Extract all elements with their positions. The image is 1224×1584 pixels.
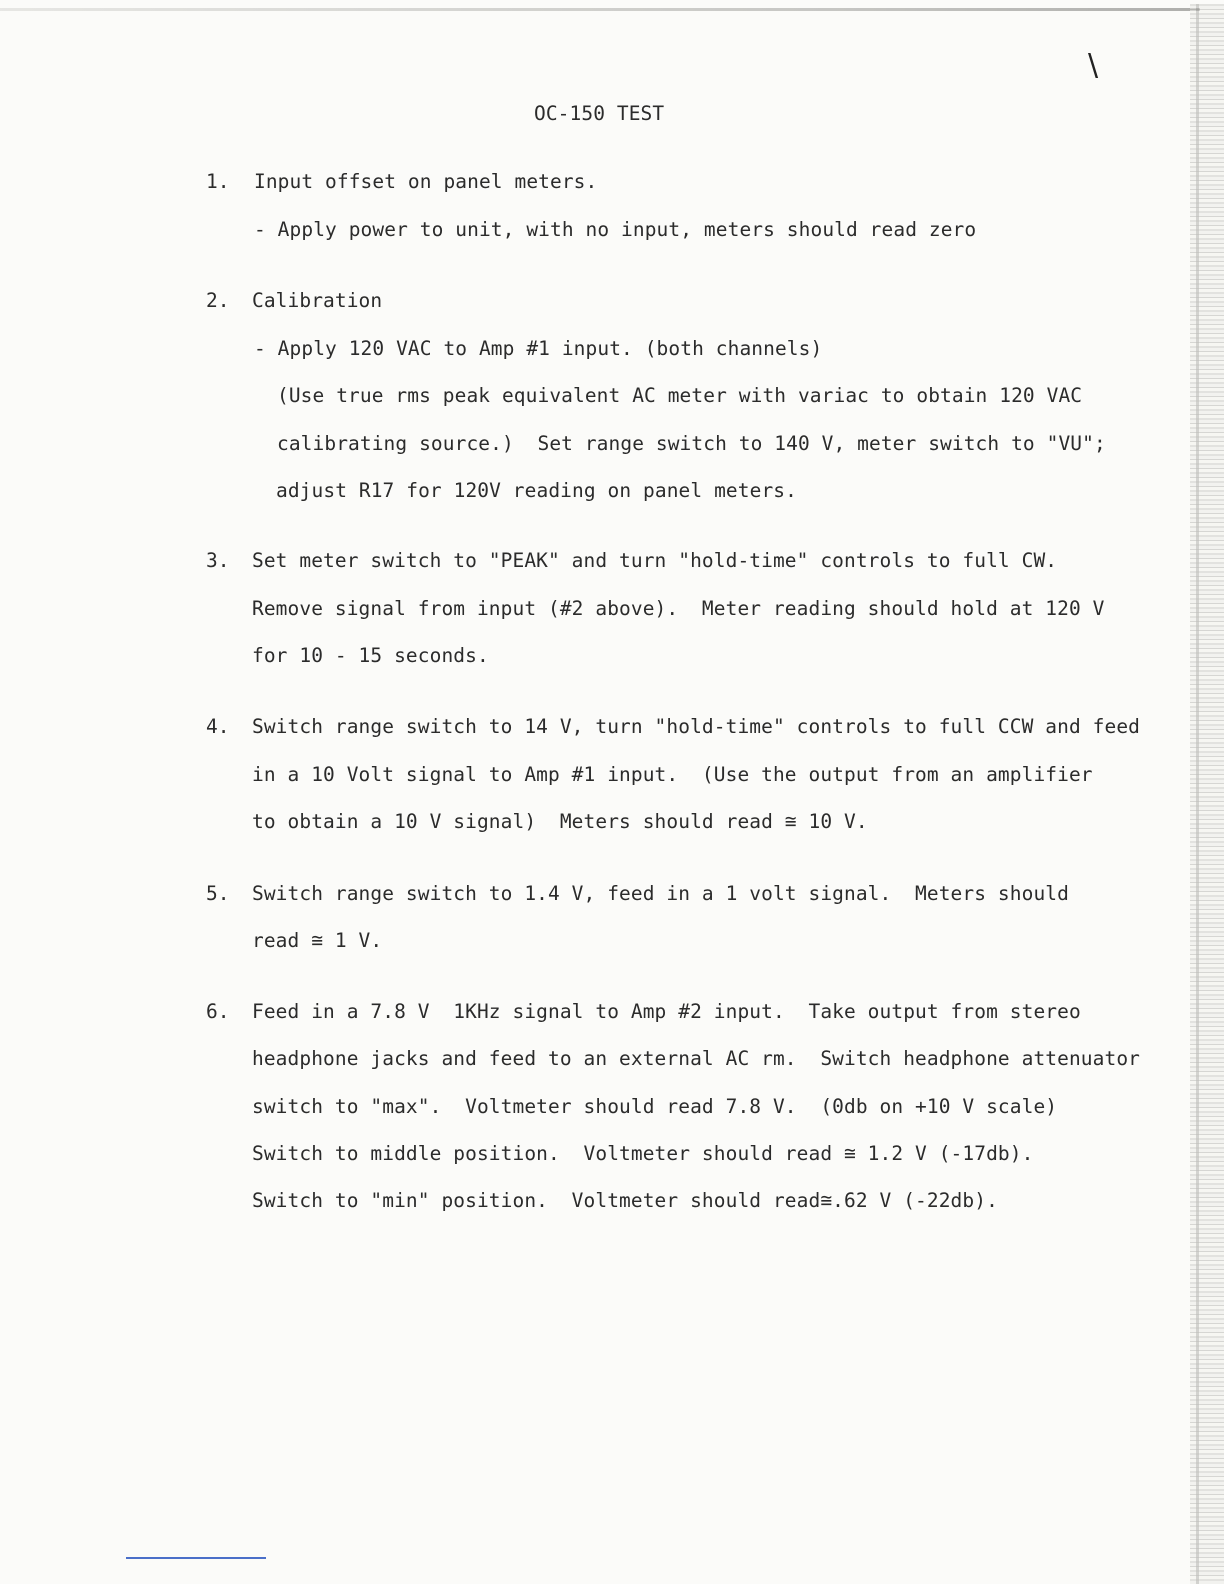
item-4-line-2: in a 10 Volt signal to Amp #1 input. (Use the output from an amplifier (252, 763, 1093, 786)
item-5-number: 5. (206, 882, 230, 905)
item-6-line-2: headphone jacks and feed to an external AC rm. Switch headphone attenuator (252, 1047, 1140, 1070)
item-4-number: 4. (206, 715, 230, 738)
item-2-line-2: - Apply 120 VAC to Amp #1 input. (both channels) (254, 337, 823, 360)
page-title: OC-150 TEST (534, 102, 665, 125)
scan-top-edge (0, 8, 1200, 11)
item-6-line-3: switch to "max". Voltmeter should read 7.8 V. (0db on +10 V scale) (252, 1095, 1058, 1118)
item-6-line-1: Feed in a 7.8 V 1KHz signal to Amp #2 input. Take output from stereo (252, 1000, 1081, 1023)
item-6-line-5: Switch to "min" position. Voltmeter should read≅.62 V (-22db). (252, 1189, 998, 1212)
item-6-number: 6. (206, 1000, 230, 1023)
item-2-number: 2. (206, 289, 230, 312)
item-4-line-1: Switch range switch to 14 V, turn "hold-time" controls to full CCW and feed (252, 715, 1140, 738)
item-6-line-4: Switch to middle position. Voltmeter should read ≅ 1.2 V (-17db). (252, 1142, 1034, 1165)
bottom-rule (126, 1557, 266, 1559)
item-2-line-5: adjust R17 for 120V reading on panel meters. (276, 479, 797, 502)
scan-right-edge (1190, 4, 1224, 1584)
item-5-line-1: Switch range switch to 1.4 V, feed in a 1 volt signal. Meters should (252, 882, 1069, 905)
item-3-line-2: Remove signal from input (#2 above). Meter reading should hold at 120 V (252, 597, 1105, 620)
page-mark: \ (1088, 48, 1099, 83)
item-2-line-3: (Use true rms peak equivalent AC meter with variac to obtain 120 VAC (277, 384, 1083, 407)
item-1-number: 1. (206, 170, 230, 193)
item-2-line-4: calibrating source.) Set range switch to 140 V, meter switch to "VU"; (277, 432, 1106, 455)
item-1-line-1: Input offset on panel meters. (254, 170, 598, 193)
item-3-line-1: Set meter switch to "PEAK" and turn "hold-time" controls to full CW. (252, 549, 1058, 572)
item-1-line-2: - Apply power to unit, with no input, meters should read zero (254, 218, 977, 241)
item-2-line-1: Calibration (252, 289, 383, 312)
item-5-line-2: read ≅ 1 V. (252, 929, 383, 952)
item-3-line-3: for 10 - 15 seconds. (252, 644, 489, 667)
item-4-line-3: to obtain a 10 V signal) Meters should read ≅ 10 V. (252, 810, 868, 833)
item-3-number: 3. (206, 549, 230, 572)
